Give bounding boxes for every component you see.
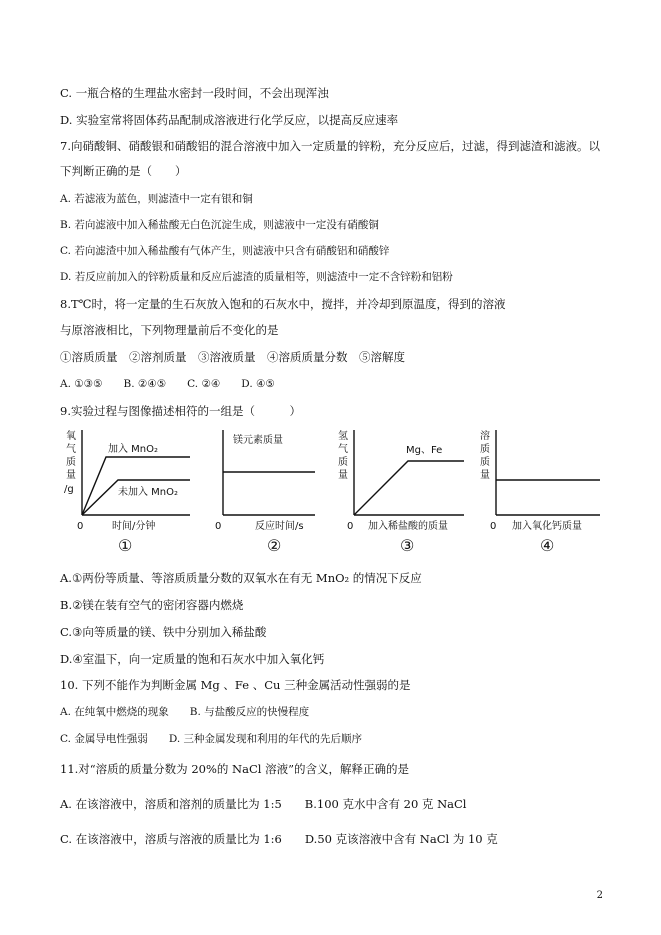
origin-label: 0 [347, 521, 354, 532]
question-8-items: ①溶质质量 ②溶剂质量 ③溶液质量 ④溶质质量分数 ⑤溶解度 [60, 350, 405, 364]
svg-text:气: 气 [338, 444, 348, 455]
graph-number: ② [267, 536, 282, 555]
graph-number: ① [118, 536, 133, 555]
option-line: C. 一瓶合格的生理盐水密封一段时间，不会出现浑浊 [60, 86, 329, 100]
svg-text:量: 量 [338, 470, 348, 481]
origin-label: 0 [490, 521, 497, 532]
question-7-option-a: A. 若滤液为蓝色，则滤渣中一定有银和铜 [60, 193, 253, 205]
question-7-option-c: C. 若向滤渣中加入稀盐酸有气体产生，则滤液中只含有硝酸铝和硝酸锌 [60, 245, 390, 257]
svg-text:溶: 溶 [480, 431, 490, 442]
graph-4-ylabel [480, 429, 490, 481]
option-line: D. 实验室常将固体药品配制成溶液进行化学反应，以提高反应速率 [60, 113, 399, 127]
label-mg-fe: Mg、Fe [406, 445, 443, 456]
svg-text:/g: /g [64, 484, 74, 495]
question-7-option-b: B. 若向滤液中加入稀盐酸无白色沉淀生成，则滤液中一定没有硝酸铜 [60, 219, 379, 231]
label-with-mno2: 加入 MnO₂ [108, 444, 159, 455]
origin-label: 0 [77, 521, 84, 532]
graph-3 [334, 425, 474, 560]
graph-1-ylabel [64, 429, 76, 495]
question-7-stem-cont: 下判断正确的是（ ） [60, 164, 187, 178]
question-9-stem: 9.实验过程与图像描述相符的一组是（ ） [60, 404, 301, 418]
question-9-option-b: B.②镁在装有空气的密闭容器内燃烧 [60, 598, 244, 612]
svg-text:量: 量 [480, 470, 490, 481]
page-number: 2 [596, 890, 603, 901]
svg-text:量: 量 [66, 470, 76, 481]
svg-text:质: 质 [480, 444, 490, 455]
origin-label: 0 [215, 521, 222, 532]
svg-text:氢: 氢 [338, 431, 348, 442]
question-10-stem: 10. 下列不能作为判断金属 Mg 、Fe 、Cu 三种金属活动性强弱的是 [60, 678, 411, 692]
label-without-mno2: 未加入 MnO₂ [118, 487, 179, 498]
question-9-option-d: D.④室温下，向一定质量的饱和石灰水中加入氧化钙 [60, 652, 325, 666]
x-axis-label: 加入氧化钙质量 [512, 521, 582, 532]
x-axis-label: 时间/分钟 [112, 521, 156, 532]
graph-3-ylabel [338, 429, 348, 481]
x-axis-label: 加入稀盐酸的质量 [368, 521, 448, 532]
svg-text:质: 质 [338, 457, 348, 468]
question-7-stem: 7.向硝酸铜、硝酸银和硝酸铝的混合溶液中加入一定质量的锌粉，充分反应后，过滤，得到滤渣和滤液。以 [60, 139, 600, 153]
x-axis-label: 反应时间/s [255, 521, 304, 532]
question-7-option-d: D. 若反应前加入的锌粉质量和反应后滤渣的质量相等，则滤渣中一定不含锌粉和铝粉 [60, 271, 453, 283]
y-axis-label: 镁元素质量 [233, 435, 283, 446]
question-11-options-ab: A. 在该溶液中，溶质和溶剂的质量比为 1:5 B.100 克水中含有 20 克 NaCl [60, 797, 467, 811]
graph-number: ③ [400, 536, 415, 555]
question-11-stem: 11.对“溶质的质量分数为 20%的 NaCl 溶液”的含义，解释正确的是 [60, 762, 409, 776]
question-10-options-cd: C. 金属导电性强弱 D. 三种金属发现和利用的年代的先后顺序 [60, 733, 363, 745]
svg-text:质: 质 [66, 457, 76, 468]
svg-text:气: 气 [66, 444, 76, 455]
question-8-stem: 8.T℃时，将一定量的生石灰放入饱和的石灰水中，搅拌，并冷却到原温度，得到的溶液 [60, 297, 506, 311]
curve-with-mno2 [82, 457, 190, 515]
question-8-stem-cont: 与原溶液相比，下列物理量前后不变化的是 [60, 323, 279, 337]
question-9-option-a: A.①两份等质量、等溶质质量分数的双氧水在有无 MnO₂ 的情况下反应 [60, 571, 422, 585]
question-8-options: A. ①③⑤ B. ②④⑤ C. ②④ D. ④⑤ [60, 378, 275, 390]
svg-text:质: 质 [480, 457, 490, 468]
question-9-option-c: C.③向等质量的镁、铁中分别加入稀盐酸 [60, 625, 267, 639]
svg-text:氧: 氧 [66, 431, 76, 442]
graph-2 [205, 425, 325, 560]
graph-1 [62, 425, 202, 560]
graph-4 [478, 425, 608, 560]
question-10-options-ab: A. 在纯氧中燃烧的现象 B. 与盐酸反应的快慢程度 [60, 706, 310, 718]
curve-mg-fe [354, 461, 464, 515]
graph-number: ④ [540, 536, 555, 555]
question-11-options-cd: C. 在该溶液中，溶质与溶液的质量比为 1:6 D.50 克该溶液中含有 NaCl 为 10 克 [60, 832, 498, 846]
